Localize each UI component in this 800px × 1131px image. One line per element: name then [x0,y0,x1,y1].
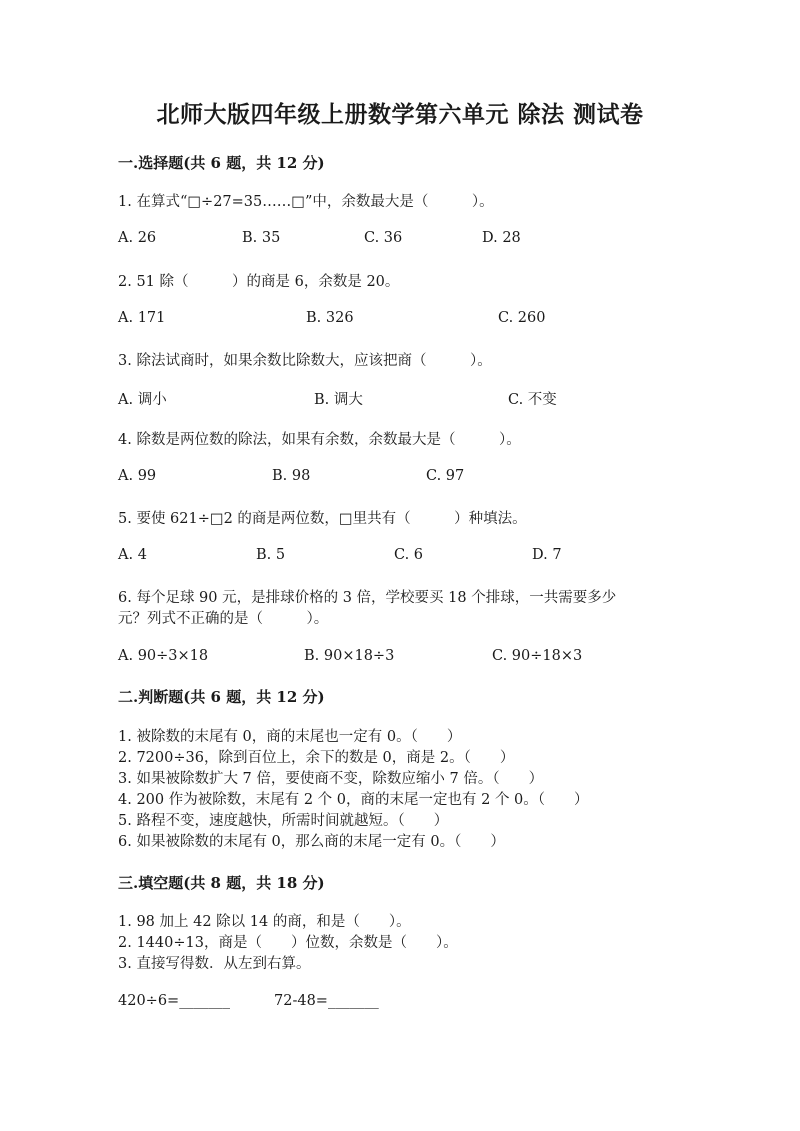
q3-option-c: C. 不变 [508,392,557,408]
question-2: 2. 51 除（ ）的商是 6，余数是 20。 [118,274,400,290]
q5-option-b: B. 5 [256,547,286,563]
q5-option-c: C. 6 [394,547,424,563]
q1-option-b: B. 35 [242,230,281,246]
fill-item-3: 3. 直接写得数．从左到右算。 [118,956,311,972]
q4-option-b: B. 98 [272,468,311,484]
q6-option-b: B. 90×18÷3 [304,648,395,664]
q4-option-c: C. 97 [426,468,465,484]
section-heading-judge: 二.判断题(共 6 题，共 12 分) [118,688,325,706]
q6-option-a: A. 90÷3×18 [118,648,209,664]
q5-option-d: D. 7 [532,547,562,563]
q3-option-b: B. 调大 [314,392,363,408]
judge-item-1: 1. 被除数的末尾有 0，商的末尾也一定有 0。（ ） [118,729,462,745]
judge-item-4: 4. 200 作为被除数，末尾有 2 个 0，商的末尾一定也有 2 个 0。（ ） [118,792,589,808]
q2-option-b: B. 326 [306,310,354,326]
q2-option-c: C. 260 [498,310,546,326]
question-6-line-1: 6. 每个足球 90 元，是排球价格的 3 倍，学校要买 18 个排球，一共需要多少 [118,590,617,606]
calc-item-2: 72-48=_______ [274,993,379,1009]
question-6-line-2: 元？列式不正确的是（ ）。 [118,611,329,627]
q6-option-c: C. 90÷18×3 [492,648,583,664]
judge-item-3: 3. 如果被除数扩大 7 倍，要使商不变，除数应缩小 7 倍。（ ） [118,771,544,787]
judge-item-6: 6. 如果被除数的末尾有 0，那么商的末尾一定有 0。（ ） [118,834,505,850]
question-5: 5. 要使 621÷□2 的商是两位数，□里共有（ ）种填法。 [118,511,527,527]
fill-item-1: 1. 98 加上 42 除以 14 的商，和是（ ）。 [118,914,411,930]
question-1: 1. 在算式“□÷27=35……□”中，余数最大是（ ）。 [118,194,494,210]
section-heading-choice: 一.选择题(共 6 题，共 12 分) [118,154,325,172]
calc-item-1: 420÷6=_______ [118,993,230,1009]
q1-option-a: A. 26 [118,230,157,246]
q1-option-c: C. 36 [364,230,403,246]
section-heading-fill: 三.填空题(共 8 题，共 18 分) [118,874,325,892]
question-3: 3. 除法试商时，如果余数比除数大，应该把商（ ）。 [118,353,492,369]
q3-option-a: A. 调小 [118,392,167,408]
judge-item-5: 5. 路程不变，速度越快，所需时间就越短。（ ） [118,813,449,829]
q5-option-a: A. 4 [118,547,147,563]
question-4: 4. 除数是两位数的除法，如果有余数，余数最大是（ ）。 [118,432,521,448]
fill-item-2: 2. 1440÷13，商是（ ）位数，余数是（ ）。 [118,935,458,951]
q2-option-a: A. 171 [118,310,166,326]
page-title: 北师大版四年级上册数学第六单元 除法 测试卷 [156,101,644,128]
q4-option-a: A. 99 [118,468,157,484]
judge-item-2: 2. 7200÷36，除到百位上，余下的数是 0，商是 2。（ ） [118,750,515,766]
q1-option-d: D. 28 [482,230,521,246]
